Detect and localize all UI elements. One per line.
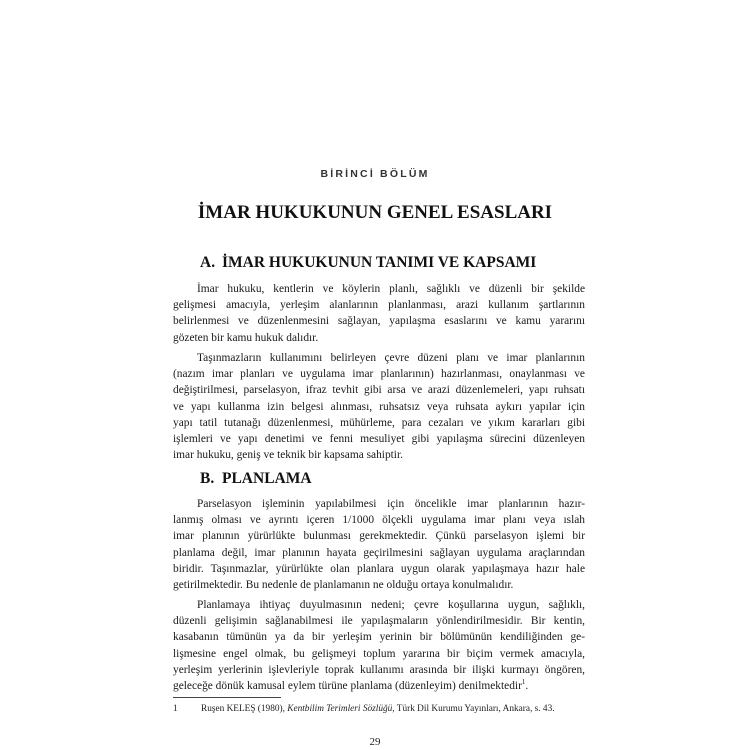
footnote-book-title: Kentbilim Terimleri Sözlüğü, — [287, 704, 395, 714]
text-line: Parselasyon işleminin yapılabilmesi için öncelikle imar planlarının hazır- — [197, 498, 585, 510]
text-line: işlemleri ve yapı denetimi ve fenni mesuliyet gibi yapılaşma sürecini düzenleyen — [173, 433, 585, 446]
text-line: (nazım imar planları ve uygulama imar planlarının) hazırlanması, onaylanması ve — [173, 368, 585, 381]
text-line: Planlamaya ihtiyaç duyulmasının nedeni; çevre koşullarına uygun, sağlıklı, — [197, 599, 585, 611]
text-line: ve yapı kullanma izin belgesi alınması, ruhsatsız veya ruhsata aykırı yapılar için — [173, 400, 585, 413]
footnote — [173, 704, 593, 714]
section-a-title: İMAR HUKUKUNUN TANIMI VE KAPSAMI — [222, 254, 537, 271]
text-line: İmar hukuku, kentlerin ve köylerin planlı, sağlıklı ve düzenli bir şekilde — [197, 283, 585, 295]
text-line: gözeten bir kamu hukuk dalıdır. — [173, 331, 319, 344]
text-line: lanmış olması ve ayrıntı içeren 1/1000 ölçekli uygulama imar planı veya ıslah — [173, 514, 585, 527]
text-line: yerleşim yerlerinin işlevleriyle toprak kullanımı arasında bir ilişki kurmayı öngören, — [173, 663, 585, 676]
section-b-number: B. — [200, 470, 215, 487]
text-line: Taşınmazların kullanımını belirleyen çevre düzeni planı ve imar planlarının — [197, 352, 585, 364]
section-a-paragraph-1 — [173, 281, 585, 346]
text-line: gelişmesi amacıyla, yerleşim alanlarının planlanması, arazi kullanım şartlarının — [173, 299, 585, 312]
text-line: yapı tatil tutanağı düzenlenmesi, mühürleme, para cezaları ve yıkım kararları gibi — [173, 416, 585, 429]
section-a-heading — [200, 254, 600, 272]
section-b-heading — [200, 470, 600, 488]
section-b-paragraph-2 — [173, 597, 585, 694]
text-line: belirlenmesi ve düzenlenmesini sağlayan, yapılaşma esaslarını ve kamu yararını — [173, 315, 585, 328]
text-line: planlama değil, imar planının hayata geçirilmesini sağlayan uygulama araçlarından — [173, 546, 585, 559]
section-a-number: A. — [200, 254, 216, 271]
text-line: lişmesine engel olmak, bu gelişmeyi toplum yararına bir biçim vermek amacıyla, — [173, 647, 585, 660]
text-line: imar planının yürürlükte bulunması gerekmektedir. Çünkü parselasyon işlemi bir — [173, 530, 585, 543]
text-line: değiştirilmesi, parselasyon, ifraz tevhit gibi arsa ve arazi düzenlemeleri, yapı ruhsatı — [173, 384, 585, 397]
text-line-content: geleceğe dönük kamusal eylem türüne planlama (düzenleyim) denilmektedir — [173, 680, 522, 693]
text-line: imar hukuku, geniş ve teknik bir kapsama sahiptir. — [173, 449, 403, 462]
footnote-publisher: Türk Dil Kurumu Yayınları, Ankara, s. 43. — [396, 704, 555, 714]
text-line: düzenli gelişimin sağlanabilmesi ile yapılaşmaların yönlendirilmesidir. Bir kentin, — [173, 615, 585, 628]
page-number: 29 — [369, 736, 381, 748]
footnote-reference[interactable]: 1 — [521, 678, 526, 687]
text-line: biridir. Taşınmazlar, yürürlükte olan planlara uygun olarak yapılaşmaya hazır hale — [173, 562, 585, 575]
section-a-paragraph-2 — [173, 350, 585, 463]
chapter-title: İMAR HUKUKUNUN GENEL ESASLARI — [197, 202, 553, 223]
text-line: getirilmektedir. Bu nedenle de planlamanın ne olduğu ortaya konulmalıdır. — [173, 579, 514, 592]
text-line: kasabanın tümünün ya da bir yerleşim yerinin bir bölümünün kendiliğinden ge- — [173, 631, 585, 644]
section-b-title: PLANLAMA — [222, 470, 312, 487]
footnote-author: Ruşen KELEŞ (1980), — [201, 704, 285, 714]
text-line: geleceğe dönük kamusal eylem türüne planlama (düzenleyim) denilmektedir$^1$. — [173, 678, 529, 693]
section-b-paragraph-1 — [173, 496, 585, 593]
part-label: BİRİNCİ BÖLÜM — [320, 168, 430, 180]
footnote-number: 1 — [173, 704, 178, 714]
footnote-divider — [173, 697, 281, 698]
